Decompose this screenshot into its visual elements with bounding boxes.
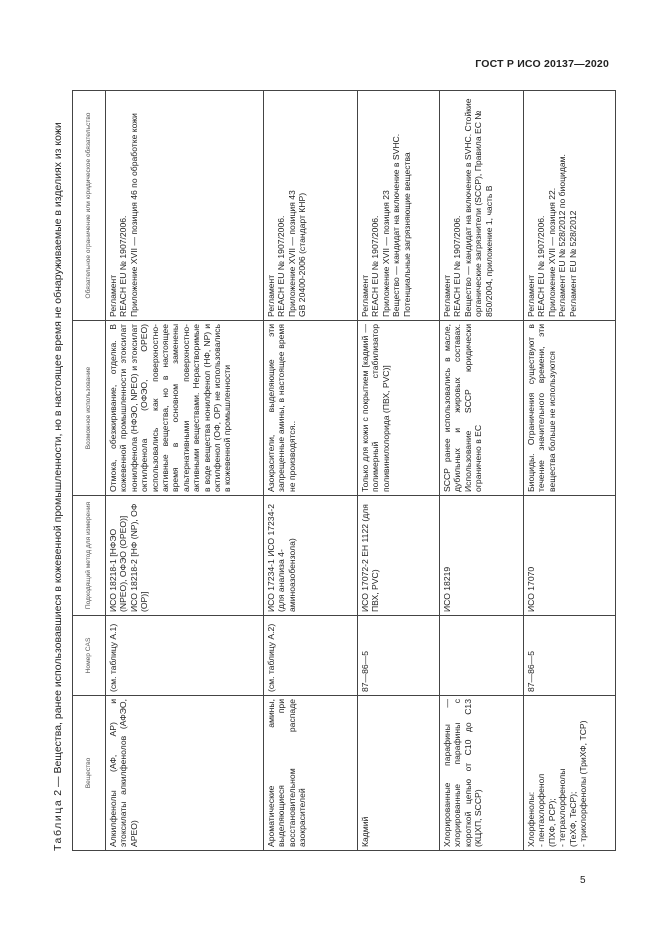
substance-cell: Хлорированные парафины — хлорированные парафины с короткой цепью от С10 до С13 (КЦХП, SCCP) — [440, 696, 524, 851]
column-header: Подходящий метод для измерения — [73, 496, 106, 616]
cas-cell: 87—86—5 — [358, 616, 440, 696]
method-cell: ИСО 18218-1 [НФЭО (NPEO), ОФЭО (OPEO)] ИСО 18218-2 [НФ (NP), ОФ (OP)] — [106, 496, 264, 616]
caption-text: 2 — Вещества, ранее использовавшиеся в кожевенной промышленности, но в настоящее время не обнаруживаемые в изделиях из кожи — [52, 122, 64, 799]
substance-line: - трихлорфенолы (ТриХФ, TCP) — [578, 720, 589, 847]
use-cell: Азокрасители, выделяющие эти запрещенные амины, в настоящее время не производятся.. — [264, 321, 358, 496]
table-row — [106, 91, 264, 851]
restriction-line: Регламент — [108, 274, 118, 317]
substance-line: - пентахлорфенол — [536, 773, 547, 847]
restriction-cell — [440, 91, 524, 321]
column-header: Вещество — [73, 696, 106, 851]
rotated-table-page — [52, 91, 595, 851]
use-cell: SCCP ранее использовались в масле, дубильных и жировых составах. Использование SCCP юридически ограничено в ЕС — [440, 321, 524, 496]
restriction-line: Приложение XVII — позиция 46 по обработке кожи — [128, 113, 139, 317]
table-row — [440, 91, 524, 851]
cas-cell: (см. таблицу А.1) — [106, 616, 264, 696]
method-cell: ИСО 18219 — [440, 496, 524, 616]
page-number: 5 — [580, 875, 586, 886]
cas-cell: (см. таблицу А.2) — [264, 616, 358, 696]
restriction-line: Приложение XVII — позиция 43 — [286, 190, 297, 317]
standard-header: ГОСТ Р ИСО 20137—2020 — [475, 58, 609, 70]
restriction-cell — [106, 91, 264, 321]
column-header: Обязательное ограничение или юридическое обязательство — [73, 91, 106, 321]
substances-table — [72, 90, 616, 851]
restriction-line: REACH EU № 1907/2006. — [370, 215, 381, 317]
restriction-line: Регламент — [360, 274, 370, 317]
table-caption — [52, 91, 64, 851]
cas-cell — [440, 616, 524, 696]
restriction-line: Регламент EU № 528/2012 — [567, 210, 578, 317]
restriction-line: Вещество — кандидат на включение в SVHC. Потенциальные загрязняющие вещества — [391, 133, 412, 317]
restriction-line: Регламент EU № 528/2012 по биоцидам. — [557, 154, 568, 317]
substance-line: Хлорфенолы: — [526, 791, 536, 847]
substance-cell: Ароматические амины, выделяющиеся при восстановительном распаде азокрасителей — [264, 696, 358, 851]
substance-cell: Кадмий — [358, 696, 440, 851]
substance-line: (ПХФ, PCP); — [546, 798, 557, 847]
table-row — [358, 91, 440, 851]
restriction-line: GB 20400-2006 (стандарт КНР) — [297, 192, 308, 317]
restriction-line: Приложение XVII — позиция 23 — [380, 190, 391, 317]
substance-line: (ТеХФ, TeCP); — [567, 791, 578, 847]
column-header: Возможное использование — [73, 321, 106, 496]
method-cell: ИСО 17072-2 ЕН 1122 (для ПВХ, PVC) — [358, 496, 440, 616]
method-cell: ИСО 17070 — [524, 496, 616, 616]
substance-cell — [524, 696, 616, 851]
restriction-line: REACH EU № 1907/2006. — [276, 215, 287, 317]
restriction-line: REACH EU № 1907/2006. — [118, 215, 129, 317]
restriction-cell — [524, 91, 616, 321]
restriction-cell — [264, 91, 358, 321]
table-row — [524, 91, 616, 851]
restriction-line: Приложение XVII — позиция 22. — [546, 187, 557, 317]
restriction-line: Вещество — кандидат на включение в SVHC. Стойкие органические загрязнители (SCCP), Правила ЕС № 850/2004, приложение 1, часть В — [462, 98, 494, 317]
method-cell: ИСО 17234-1 ИСО 17234-2 (для анализа 4-аминоазобензола) — [264, 496, 358, 616]
substance-cell: Алкилфенолы (АФ, AP) и этоксилаты алкилфенолов (АФЭО, APEO) — [106, 696, 264, 851]
column-header: Номер CAS — [73, 616, 106, 696]
use-cell: Биоциды. Ограничения существуют в течение значительного времени, эти вещества больше не используются — [524, 321, 616, 496]
caption-label: Таблица — [52, 798, 64, 851]
substance-line: - тетрахлорфенолы — [557, 768, 568, 847]
use-cell: Только для кожи с покрытием [кадмий — полимерный стабилизатор поливинилхлорида (ПВХ, PVC)] — [358, 321, 440, 496]
restriction-line: Регламент — [442, 274, 452, 317]
use-cell: Отмока, обезжиривание, отделка. В кожевенной промышленности этоксилат нонилфенола (НФЭО, NPEO) и этоксилат октилфенола (ОФЭО, OPEO) использовались как поверхностно-активные вещества, но в настоящее время в основном заменены альтернативными поверхностно-активными веществами. Нерастворимые в воде вещества нонилфенол (НФ, NP) и октилфенол (ОФ, OP) не использовались в кожевенной промышленности — [106, 321, 264, 496]
restriction-line: Регламент — [266, 274, 276, 317]
restriction-line: Регламент — [526, 274, 536, 317]
restriction-line: REACH EU № 1907/2006. — [536, 215, 547, 317]
cas-cell: 87—86—5 — [524, 616, 616, 696]
table-header-row — [73, 91, 106, 851]
restriction-line: REACH EU № 1907/2006. — [452, 215, 463, 317]
table-row — [264, 91, 358, 851]
restriction-cell — [358, 91, 440, 321]
